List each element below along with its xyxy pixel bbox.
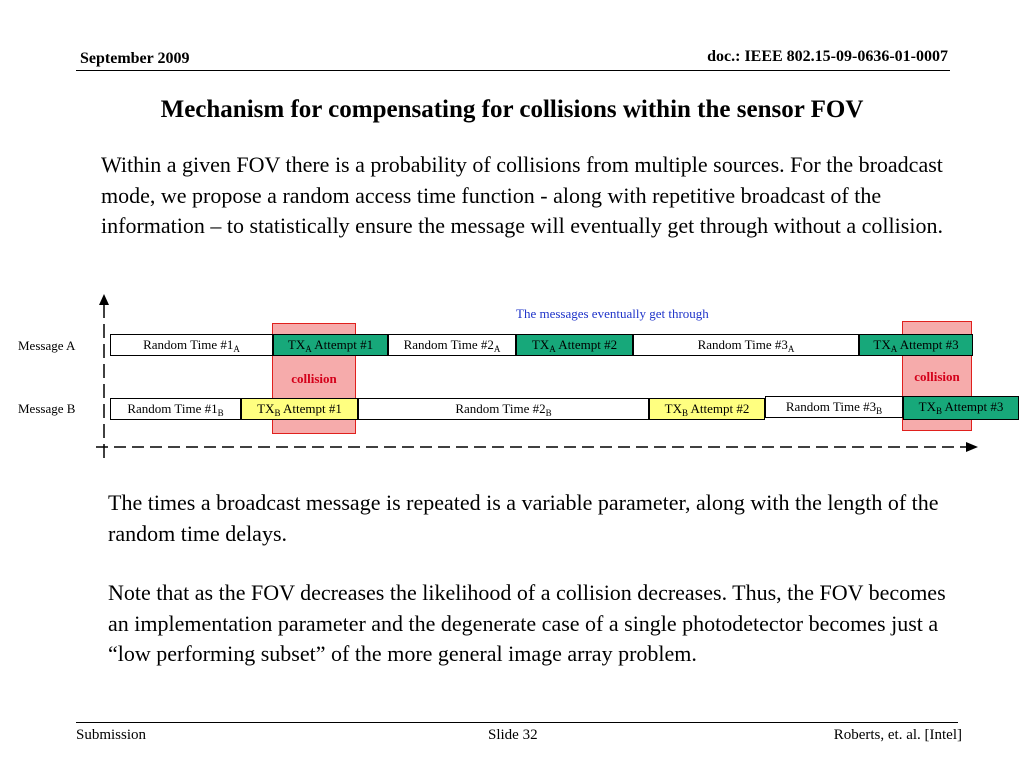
collision-label-2: collision xyxy=(914,369,960,384)
row-a-tx-attempt-3: $TX_A$ Attempt #3 xyxy=(859,334,973,356)
time-axis-arrow xyxy=(966,442,978,452)
row-a-random-time-2: Random Time $\#2_A$ xyxy=(388,334,516,356)
footer-divider xyxy=(76,722,958,723)
intro-paragraph: Within a given FOV there is a probability of collisions from multiple sources. For the broadcast mode, we propose a random access time function - along with repetitive broadcast of the information – to statistically ensure the message will eventually get through without a collision. xyxy=(101,152,943,238)
collision-timing-diagram xyxy=(0,290,1024,465)
through-label: The messages eventually get through xyxy=(516,306,709,321)
footer-left: Submission xyxy=(76,727,147,743)
row-b-random-time-1: Random Time $\#1_B$ xyxy=(110,398,241,420)
row-b-tx-attempt-2: $TX_B$ Attempt #2 xyxy=(649,398,765,420)
message-b-label: Message B xyxy=(18,401,76,416)
footer-slide-number: Slide 32 xyxy=(488,727,538,743)
row-a-tx-attempt-1: $TX_A$ Attempt #1 xyxy=(273,334,388,356)
row-b-tx-attempt-3: $TX_B$ Attempt #3 xyxy=(903,396,1019,420)
message-a-label: Message A xyxy=(18,338,76,353)
vertical-axis-arrow xyxy=(99,294,109,305)
row-b-random-time-2: Random Time $\#2_B$ xyxy=(358,398,649,420)
row-a-random-time-3: Random Time $\#3_A$ xyxy=(633,334,859,356)
footer-right: Roberts, et. al. [Intel] xyxy=(833,727,962,743)
header-doc-id: doc.: IEEE 802.15-09-0636-01-0007 xyxy=(707,48,948,65)
diagram-axes xyxy=(0,290,1024,465)
row-a-tx-attempt-2: $TX_A$ Attempt #2 xyxy=(516,334,633,356)
paragraph-3: Note that as the FOV decreases the likelihood of a collision decreases. Thus, the FOV becomes an implementation parameter and the degenerate case of a single photodetector becomes just a “low performing subset” of the more general image array problem. xyxy=(108,580,946,666)
header-divider xyxy=(76,70,950,71)
paragraph-2: The times a broadcast message is repeated is a variable parameter, along with the length of the random time delays. xyxy=(108,490,939,546)
row-a-random-time-1: Random Time $\#1_A$ xyxy=(110,334,273,356)
collision-label-1: collision xyxy=(291,371,337,386)
row-b-tx-attempt-1: $TX_B$ Attempt #1 xyxy=(241,398,358,420)
row-b-random-time-3: Random Time $\#3_B$ xyxy=(765,396,903,418)
slide-title: Mechanism for compensating for collisions within the sensor FOV xyxy=(160,96,864,123)
header-date: September 2009 xyxy=(80,50,190,67)
